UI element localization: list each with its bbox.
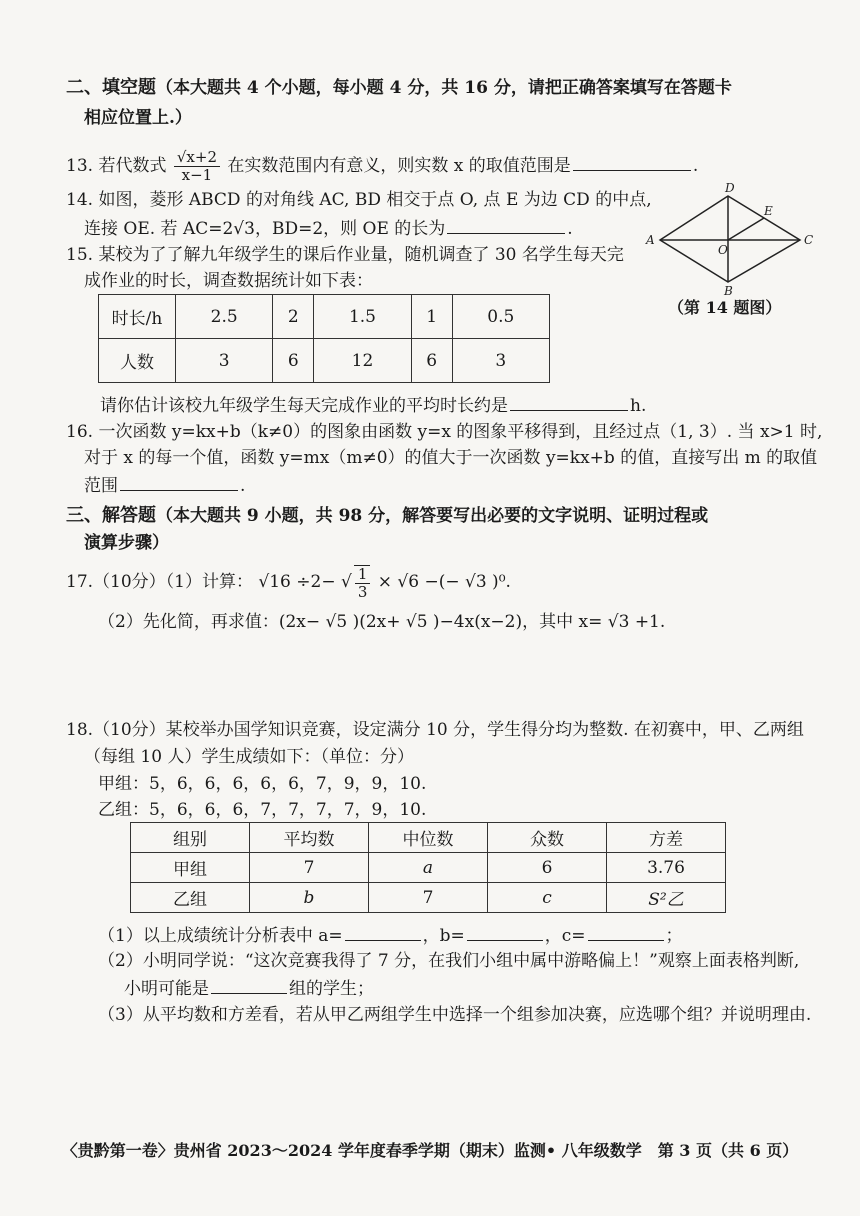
q18-table-header [131,823,726,853]
q15-table-row [99,295,550,339]
q15-cell: 2 [273,295,314,339]
q13-numerator: √x+2 [174,149,220,167]
q13-denominator: x−1 [181,166,213,184]
q14-end: . [567,219,573,239]
q18-line2: （每组 10 人）学生成绩如下：（单位：分） [84,747,414,767]
q13-answer-blank [573,152,691,171]
q16-line3-text: 范围 [84,476,118,496]
q18-b-blank [467,922,543,941]
q15-cell: 6 [273,339,314,383]
q16-line1: 16. 一次函数 y=kx+b（k≠0）的图象由函数 y=x 的图象平移得到，且经过点（1, 3）. 当 x>1 时, [66,422,823,442]
q18-cell: c [488,883,607,913]
q15-line3-text: 请你估计该校九年级学生每天完成作业的平均时长约是 [100,396,508,416]
q18-group-a-scores: 甲组：5，6，6，6，6，6，7，9，9，10. [98,774,427,794]
q18-header-cell: 众数 [488,823,607,853]
q16-line2: 对于 x 的每一个值，函数 y=mx（m≠0）的值大于一次函数 y=kx+b 的值，直接写出 m 的取值 [84,448,818,468]
q18-cell: 3.76 [607,853,726,883]
q18-sub2-post: 组的学生； [289,979,374,999]
q17-sqrt-fraction [354,565,371,601]
q13-post: 在实数范围内有意义，则实数 x 的取值范围是 [227,156,571,176]
q18-sub3: （3）从平均数和方差看，若从甲乙两组学生中选择一个组参加决赛，应选哪个组？并说明理由. [98,1005,812,1025]
q18-sub1-end: ； [665,926,683,946]
q18-header-cell: 方差 [607,823,726,853]
label-o: O [718,243,728,257]
q14-line2 [84,215,573,241]
q16-line3 [84,472,245,498]
q18-sub2-line1: （2）小明同学说：“这次竞赛我得了 7 分，在我们小组中属中游略偏上！”观察上面表格判断, [98,951,800,971]
q13-pre: 13. 若代数式 [66,156,167,176]
section3-header [66,504,708,528]
q17-frac-num: 1 [355,566,371,584]
q15-cell: 6 [411,339,452,383]
figure-14-caption: （第 14 题图） [668,298,782,317]
q14-line1: 14. 如图，菱形 ABCD 的对角线 AC, BD 相交于点 O, 点 E 为边 CD 的中点, [66,190,652,210]
q15-line3 [100,392,646,418]
q17-part2 [98,610,665,634]
label-e: E [764,204,773,218]
q15-table [98,294,550,383]
q14-answer-blank [447,215,565,234]
q15-cell: 3 [176,339,273,383]
section3-desc1: （本大题共 9 小题，共 98 分，解答要写出必要的文字说明、证明过程或 [156,506,709,526]
q17-p2-pre: （2）先化简，再求值： [98,612,279,632]
q18-header-cell: 组别 [131,823,250,853]
q18-sub1 [98,922,683,948]
q18-a-blank [345,922,421,941]
q18-group-blank [211,975,287,994]
section3-desc2: 演算步骤） [84,533,169,553]
q16-end: . [240,476,246,496]
section2-desc2: 相应位置上.） [84,108,192,128]
q17-p1-pre: 17.（10分）（1）计算： [66,572,253,592]
q15-line1: 15. 某校为了了解九年级学生的课后作业量，随机调查了 30 名学生每天完 [66,245,624,265]
q18-table [130,822,726,913]
q15-cell: 人数 [99,339,176,383]
q18-header-cell: 平均数 [250,823,369,853]
q18-sub1-b: ，b= [422,926,465,946]
label-a: A [646,233,655,247]
q15-cell: 1.5 [314,295,411,339]
label-c: C [804,233,814,247]
q15-cell: 0.5 [452,295,549,339]
q13-fraction [174,149,220,184]
q18-cell: 甲组 [131,853,250,883]
section2-title: 二、填空题 [66,77,156,98]
q18-line1: 18.（10分）某校举办国学知识竞赛，设定满分 10 分，学生得分均为整数. 在初赛中，甲、乙两组 [66,720,804,740]
q18-table-row [131,853,726,883]
section2-header [66,76,732,100]
segment-oe [728,218,764,240]
q18-cell: b [250,883,369,913]
q15-cell: 12 [314,339,411,383]
q15-answer-blank [510,392,628,411]
q17-part1 [66,562,511,602]
q18-group-b-scores: 乙组：5，6，6，6，7，7，7，7，9，10. [98,800,427,820]
q15-cell: 1 [411,295,452,339]
q17-sqrt-symbol: √ [340,572,352,592]
q18-cell: 7 [250,853,369,883]
q17-p2-expr: (2x− √5 )(2x+ √5 )−4x(x−2)，其中 x= √3 +1. [278,612,666,632]
q18-c-blank [588,922,664,941]
q18-header-cell: 中位数 [369,823,488,853]
section3-title: 三、解答题 [66,505,156,526]
q18-cell: 乙组 [131,883,250,913]
q17-frac-den: 3 [357,582,368,601]
q16-answer-blank [120,472,238,491]
q18-cell: 6 [488,853,607,883]
q18-cell: S²乙 [607,883,726,913]
q18-sub1-pre: （1）以上成绩统计分析表中 a= [98,926,343,946]
q15-table-row [99,339,550,383]
q17-p1-expr-a: √16 ÷2− [258,572,336,592]
q15-cell: 时长/h [99,295,176,339]
q17-p1-expr-b: × √6 −(− √3 )⁰. [377,572,511,592]
q18-sub2-pre: 小明可能是 [124,979,209,999]
q13-end: . [692,156,699,176]
q15-unit: h. [630,396,647,416]
q15-line2: 成作业的时长，调查数据统计如下表： [84,271,373,291]
q18-cell: a [369,853,488,883]
page-footer: 〈贵黔第一卷〉贵州省 2023～2024 学年度春季学期（期末）监测• 八年级数学 第 3 页（共 6 页） [61,1141,799,1160]
q18-cell: 7 [369,883,488,913]
label-d: D [725,182,735,195]
q15-cell: 3 [452,339,549,383]
q15-cell: 2.5 [176,295,273,339]
label-b: B [724,284,733,298]
section2-desc1: （本大题共 4 个小题，每小题 4 分，共 16 分，请把正确答案填写在答题卡 [156,78,732,98]
q18-sub1-c: ，c= [544,926,586,946]
q18-table-row [131,883,726,913]
q14-line2-text: 连接 OE. 若 AC=2√3，BD=2，则 OE 的长为 [84,219,446,239]
question-13 [66,146,698,186]
q18-sub2-line2 [124,975,374,1001]
